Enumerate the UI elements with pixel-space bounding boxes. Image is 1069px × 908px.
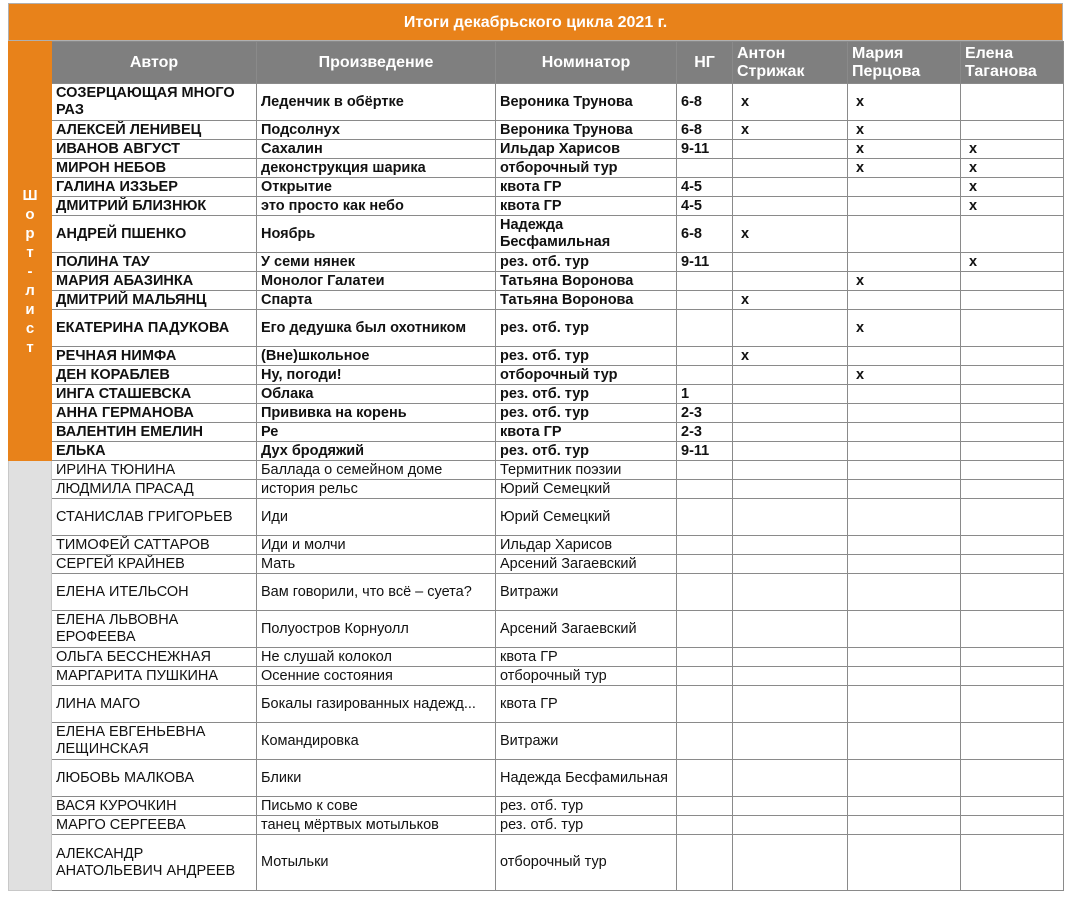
judge-2-mark: x	[848, 140, 961, 159]
work-cell: Спарта	[257, 291, 496, 310]
work-cell: Вам говорили, что всё – суета?	[257, 574, 496, 611]
header-ng[interactable]: НГ	[677, 42, 733, 84]
judge-2-mark	[848, 760, 961, 797]
judge-2-mark	[848, 667, 961, 686]
other-row	[9, 555, 1064, 574]
work-cell: Ноябрь	[257, 216, 496, 253]
judge-3-mark	[961, 121, 1064, 140]
judge-1-mark	[733, 197, 848, 216]
judge-2-mark: x	[848, 84, 961, 121]
judge-1-mark	[733, 423, 848, 442]
short-list-row	[9, 347, 1064, 366]
ng-cell	[677, 159, 733, 178]
judge-1-mark	[733, 555, 848, 574]
results-sheet	[8, 3, 1063, 891]
work-cell: Монолог Галатеи	[257, 272, 496, 291]
judge-3-mark	[961, 667, 1064, 686]
nominator-cell: Ильдар Харисов	[496, 536, 677, 555]
judge-1-mark: x	[733, 347, 848, 366]
nominator-cell: рез. отб. тур	[496, 816, 677, 835]
ng-cell	[677, 555, 733, 574]
work-cell: Осенние состояния	[257, 667, 496, 686]
author-cell: ДМИТРИЙ БЛИЗНЮК	[52, 197, 257, 216]
work-cell: Блики	[257, 760, 496, 797]
author-cell: ДЕН КОРАБЛЕВ	[52, 366, 257, 385]
judge-2-mark	[848, 797, 961, 816]
judge-2-mark	[848, 480, 961, 499]
nominator-cell: Витражи	[496, 574, 677, 611]
ng-cell	[677, 480, 733, 499]
work-cell: Иди	[257, 499, 496, 536]
work-cell: Письмо к сове	[257, 797, 496, 816]
judge-1-mark	[733, 723, 848, 760]
judge-1-mark	[733, 178, 848, 197]
nominator-cell: отборочный тур	[496, 667, 677, 686]
judge-1-mark	[733, 648, 848, 667]
other-side-band	[9, 461, 52, 891]
work-cell: Открытие	[257, 178, 496, 197]
nominator-cell: квота ГР	[496, 648, 677, 667]
nominator-cell: рез. отб. тур	[496, 310, 677, 347]
judge-1-mark	[733, 760, 848, 797]
ng-cell	[677, 760, 733, 797]
other-row	[9, 760, 1064, 797]
work-cell: (Вне)школьное	[257, 347, 496, 366]
author-cell: ЕЛЕНА ЛЬВОВНА ЕРОФЕЕВА	[52, 611, 257, 648]
judge-1-mark: x	[733, 216, 848, 253]
judge-3-mark: x	[961, 253, 1064, 272]
nominator-cell: рез. отб. тур	[496, 797, 677, 816]
author-cell: ВАСЯ КУРОЧКИН	[52, 797, 257, 816]
nominator-cell: квота ГР	[496, 178, 677, 197]
judge-3-mark: x	[961, 140, 1064, 159]
ng-cell	[677, 347, 733, 366]
judge-2-mark: x	[848, 121, 961, 140]
judge-2-mark	[848, 442, 961, 461]
judge-1-mark	[733, 442, 848, 461]
judge-3-mark	[961, 272, 1064, 291]
nominator-cell: квота ГР	[496, 423, 677, 442]
judge-3-mark	[961, 555, 1064, 574]
judge-3-mark: x	[961, 159, 1064, 178]
judge-1-mark	[733, 140, 848, 159]
judge-2-mark	[848, 253, 961, 272]
author-cell: ИРИНА ТЮНИНА	[52, 461, 257, 480]
header-judge-3[interactable]: Елена Таганова	[961, 42, 1064, 84]
judge-2-mark	[848, 216, 961, 253]
work-cell: история рельс	[257, 480, 496, 499]
judge-1-mark	[733, 159, 848, 178]
judge-1-mark	[733, 667, 848, 686]
work-cell: Командировка	[257, 723, 496, 760]
side-label-letter: т	[26, 244, 34, 261]
ng-cell	[677, 686, 733, 723]
judge-3-mark	[961, 216, 1064, 253]
short-list-row	[9, 385, 1064, 404]
ng-cell: 9-11	[677, 253, 733, 272]
short-list-row	[9, 366, 1064, 385]
nominator-cell: Термитник поэзии	[496, 461, 677, 480]
nominator-cell: Татьяна Воронова	[496, 272, 677, 291]
other-row	[9, 536, 1064, 555]
judge-1-mark: x	[733, 121, 848, 140]
work-cell: Леденчик в обёртке	[257, 84, 496, 121]
header-work[interactable]: Произведение	[257, 42, 496, 84]
nominator-cell: рез. отб. тур	[496, 404, 677, 423]
ng-cell: 1	[677, 385, 733, 404]
short-list-row	[9, 253, 1064, 272]
nominator-cell: Юрий Семецкий	[496, 480, 677, 499]
ng-cell	[677, 816, 733, 835]
work-cell: Подсолнух	[257, 121, 496, 140]
other-row	[9, 611, 1064, 648]
author-cell: ЕКАТЕРИНА ПАДУКОВА	[52, 310, 257, 347]
nominator-cell: Арсений Загаевский	[496, 555, 677, 574]
ng-cell	[677, 611, 733, 648]
ng-cell: 4-5	[677, 178, 733, 197]
author-cell: АНДРЕЙ ПШЕНКО	[52, 216, 257, 253]
ng-cell	[677, 310, 733, 347]
judge-1-mark	[733, 385, 848, 404]
author-cell: МАРИЯ АБАЗИНКА	[52, 272, 257, 291]
nominator-cell: Витражи	[496, 723, 677, 760]
other-row	[9, 461, 1064, 480]
work-cell: Мотыльки	[257, 835, 496, 891]
judge-3-mark	[961, 366, 1064, 385]
judge-2-mark: x	[848, 366, 961, 385]
author-cell: ВАЛЕНТИН ЕМЕЛИН	[52, 423, 257, 442]
short-list-row	[9, 291, 1064, 310]
other-row	[9, 797, 1064, 816]
sheet-title: Итоги декабрьского цикла 2021 г.	[8, 3, 1063, 41]
work-cell: Его дедушка был охотником	[257, 310, 496, 347]
ng-cell	[677, 574, 733, 611]
judge-2-mark	[848, 574, 961, 611]
short-list-row	[9, 178, 1064, 197]
nominator-cell: рез. отб. тур	[496, 253, 677, 272]
work-cell: Ре	[257, 423, 496, 442]
work-cell: Бокалы газированных надежд...	[257, 686, 496, 723]
judge-3-mark	[961, 686, 1064, 723]
judge-1-mark: x	[733, 84, 848, 121]
author-cell: ГАЛИНА ИЗЗЬЕР	[52, 178, 257, 197]
work-cell: Баллада о семейном доме	[257, 461, 496, 480]
short-list-row	[9, 216, 1064, 253]
author-cell: МИРОН НЕБОВ	[52, 159, 257, 178]
judge-1-mark	[733, 253, 848, 272]
ng-cell: 9-11	[677, 442, 733, 461]
nominator-cell: рез. отб. тур	[496, 385, 677, 404]
other-row	[9, 723, 1064, 760]
judge-1-mark	[733, 835, 848, 891]
short-list-row	[9, 404, 1064, 423]
judge-3-mark	[961, 816, 1064, 835]
ng-cell: 6-8	[677, 84, 733, 121]
judge-3-mark	[961, 310, 1064, 347]
judge-3-mark	[961, 611, 1064, 648]
side-label-letter: Ш	[22, 187, 38, 204]
ng-cell: 2-3	[677, 423, 733, 442]
judge-2-mark	[848, 404, 961, 423]
work-cell: Полуостров Корнуолл	[257, 611, 496, 648]
header-corner	[9, 42, 52, 84]
work-cell: Мать	[257, 555, 496, 574]
judge-1-mark	[733, 816, 848, 835]
nominator-cell: Вероника Трунова	[496, 121, 677, 140]
judge-1-mark	[733, 310, 848, 347]
side-label-letter: л	[25, 282, 35, 299]
author-cell: МАРГАРИТА ПУШКИНА	[52, 667, 257, 686]
work-cell: Облака	[257, 385, 496, 404]
judge-3-mark	[961, 480, 1064, 499]
judge-3-mark	[961, 347, 1064, 366]
judge-2-mark	[848, 723, 961, 760]
author-cell: ЛИНА МАГО	[52, 686, 257, 723]
short-list-row	[9, 84, 1064, 121]
ng-cell	[677, 723, 733, 760]
judge-3-mark	[961, 385, 1064, 404]
judge-2-mark	[848, 423, 961, 442]
ng-cell	[677, 291, 733, 310]
judge-1-mark	[733, 797, 848, 816]
ng-cell	[677, 272, 733, 291]
side-label-letter: и	[25, 301, 35, 318]
author-cell: ЛЮБОВЬ МАЛКОВА	[52, 760, 257, 797]
author-cell: РЕЧНАЯ НИМФА	[52, 347, 257, 366]
header-row	[9, 42, 1064, 84]
author-cell: ИВАНОВ АВГУСТ	[52, 140, 257, 159]
other-row	[9, 686, 1064, 723]
judge-3-mark	[961, 84, 1064, 121]
judge-2-mark	[848, 816, 961, 835]
nominator-cell: Арсений Загаевский	[496, 611, 677, 648]
ng-cell	[677, 667, 733, 686]
judge-3-mark	[961, 291, 1064, 310]
work-cell: Прививка на корень	[257, 404, 496, 423]
work-cell: это просто как небо	[257, 197, 496, 216]
author-cell: ОЛЬГА БЕССНЕЖНАЯ	[52, 648, 257, 667]
judge-1-mark	[733, 686, 848, 723]
short-list-row	[9, 442, 1064, 461]
judge-2-mark	[848, 611, 961, 648]
judge-2-mark	[848, 197, 961, 216]
nominator-cell: рез. отб. тур	[496, 442, 677, 461]
judge-2-mark	[848, 835, 961, 891]
work-cell: Не слушай колокол	[257, 648, 496, 667]
author-cell: АЛЕКСАНДР АНАТОЛЬЕВИЧ АНДРЕЕВ	[52, 835, 257, 891]
judge-2-mark	[848, 499, 961, 536]
judge-2-mark: x	[848, 272, 961, 291]
author-cell: МАРГО СЕРГЕЕВА	[52, 816, 257, 835]
other-row	[9, 480, 1064, 499]
judge-1-mark	[733, 366, 848, 385]
judge-3-mark	[961, 648, 1064, 667]
work-cell: танец мёртвых мотыльков	[257, 816, 496, 835]
judge-3-mark: x	[961, 178, 1064, 197]
results-table	[8, 41, 1064, 891]
short-list-row	[9, 272, 1064, 291]
judge-1-mark	[733, 461, 848, 480]
judge-3-mark	[961, 499, 1064, 536]
nominator-cell: отборочный тур	[496, 835, 677, 891]
judge-2-mark	[848, 686, 961, 723]
other-row	[9, 648, 1064, 667]
other-row	[9, 574, 1064, 611]
author-cell: СТАНИСЛАВ ГРИГОРЬЕВ	[52, 499, 257, 536]
other-row	[9, 499, 1064, 536]
short-list-row	[9, 310, 1064, 347]
judge-3-mark	[961, 760, 1064, 797]
judge-1-mark	[733, 499, 848, 536]
author-cell: ЕЛЕНА ЕВГЕНЬЕВНА ЛЕЩИНСКАЯ	[52, 723, 257, 760]
short-list-row	[9, 159, 1064, 178]
nominator-cell: Надежда Бесфамильная	[496, 760, 677, 797]
nominator-cell: квота ГР	[496, 197, 677, 216]
judge-3-mark	[961, 723, 1064, 760]
header-judge-1[interactable]: Антон Стрижак	[733, 42, 848, 84]
header-author[interactable]: Автор	[52, 42, 257, 84]
judge-1-mark: x	[733, 291, 848, 310]
author-cell: ЛЮДМИЛА ПРАСАД	[52, 480, 257, 499]
nominator-cell: Татьяна Воронова	[496, 291, 677, 310]
author-cell: ЕЛЬКА	[52, 442, 257, 461]
judge-2-mark	[848, 555, 961, 574]
judge-1-mark	[733, 536, 848, 555]
judge-1-mark	[733, 574, 848, 611]
author-cell: ЕЛЕНА ИТЕЛЬСОН	[52, 574, 257, 611]
judge-2-mark	[848, 178, 961, 197]
header-nominator[interactable]: Номинатор	[496, 42, 677, 84]
author-cell: СЕРГЕЙ КРАЙНЕВ	[52, 555, 257, 574]
nominator-cell: рез. отб. тур	[496, 347, 677, 366]
judge-2-mark: x	[848, 310, 961, 347]
judge-3-mark: x	[961, 197, 1064, 216]
author-cell: ДМИТРИЙ МАЛЬЯНЦ	[52, 291, 257, 310]
judge-2-mark: x	[848, 159, 961, 178]
author-cell: ИНГА СТАШЕВСКА	[52, 385, 257, 404]
other-row	[9, 835, 1064, 891]
short-list-row	[9, 121, 1064, 140]
judge-2-mark	[848, 461, 961, 480]
work-cell: Иди и молчи	[257, 536, 496, 555]
short-list-side-label	[9, 84, 52, 461]
judge-2-mark	[848, 648, 961, 667]
judge-3-mark	[961, 423, 1064, 442]
work-cell: У семи нянек	[257, 253, 496, 272]
header-judge-2[interactable]: Мария Перцова	[848, 42, 961, 84]
nominator-cell: квота ГР	[496, 686, 677, 723]
ng-cell: 6-8	[677, 216, 733, 253]
author-cell: АЛЕКСЕЙ ЛЕНИВЕЦ	[52, 121, 257, 140]
ng-cell	[677, 835, 733, 891]
judge-2-mark	[848, 347, 961, 366]
side-label-letter: с	[25, 320, 35, 337]
short-list-row	[9, 197, 1064, 216]
nominator-cell: отборочный тур	[496, 366, 677, 385]
nominator-cell: отборочный тур	[496, 159, 677, 178]
judge-3-mark	[961, 442, 1064, 461]
nominator-cell: Вероника Трунова	[496, 84, 677, 121]
judge-1-mark	[733, 480, 848, 499]
ng-cell: 4-5	[677, 197, 733, 216]
judge-1-mark	[733, 272, 848, 291]
judge-3-mark	[961, 404, 1064, 423]
side-label-letter: р	[25, 225, 35, 242]
judge-2-mark	[848, 536, 961, 555]
judge-3-mark	[961, 536, 1064, 555]
ng-cell	[677, 797, 733, 816]
nominator-cell: Надежда Бесфамильная	[496, 216, 677, 253]
judge-3-mark	[961, 797, 1064, 816]
side-label-letter: о	[25, 206, 35, 223]
ng-cell	[677, 366, 733, 385]
author-cell: ПОЛИНА ТАУ	[52, 253, 257, 272]
work-cell: Дух бродяжий	[257, 442, 496, 461]
author-cell: СОЗЕРЦАЮЩАЯ МНОГО РАЗ	[52, 84, 257, 121]
judge-3-mark	[961, 461, 1064, 480]
ng-cell: 9-11	[677, 140, 733, 159]
nominator-cell: Ильдар Харисов	[496, 140, 677, 159]
ng-cell	[677, 648, 733, 667]
side-label-letter: -	[27, 263, 33, 280]
ng-cell	[677, 536, 733, 555]
ng-cell	[677, 461, 733, 480]
results-body	[9, 84, 1064, 891]
ng-cell: 6-8	[677, 121, 733, 140]
short-list-row	[9, 140, 1064, 159]
side-label-letter: т	[26, 339, 34, 356]
other-row	[9, 667, 1064, 686]
judge-1-mark	[733, 611, 848, 648]
work-cell: деконструкция шарика	[257, 159, 496, 178]
work-cell: Сахалин	[257, 140, 496, 159]
author-cell: АННА ГЕРМАНОВА	[52, 404, 257, 423]
judge-3-mark	[961, 574, 1064, 611]
ng-cell: 2-3	[677, 404, 733, 423]
author-cell: ТИМОФЕЙ САТТАРОВ	[52, 536, 257, 555]
short-list-row	[9, 423, 1064, 442]
nominator-cell: Юрий Семецкий	[496, 499, 677, 536]
ng-cell	[677, 499, 733, 536]
judge-1-mark	[733, 404, 848, 423]
judge-3-mark	[961, 835, 1064, 891]
judge-2-mark	[848, 291, 961, 310]
judge-2-mark	[848, 385, 961, 404]
work-cell: Ну, погоди!	[257, 366, 496, 385]
other-row	[9, 816, 1064, 835]
